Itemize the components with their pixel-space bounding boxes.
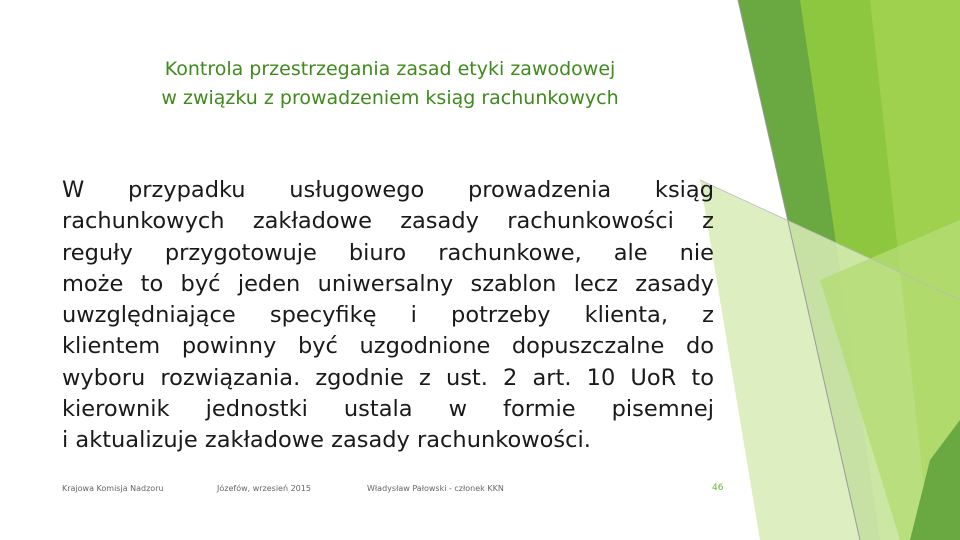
body-line: wyboru rozwiązania. zgodnie z ust. 2 art. 10 UoR to <box>62 364 714 391</box>
footer-right: Władysław Pałowski - członek KKN <box>367 484 504 493</box>
body-line: klientem powinny być uzgodnione dopuszczalne do <box>62 333 714 360</box>
slide-title <box>100 55 680 113</box>
body-line: W przypadku usługowego prowadzenia ksiąg <box>62 177 714 203</box>
body-line: może to być jeden uniwersalny szablon lecz zasady <box>62 270 714 297</box>
footer-center: Józefów, wrzesień 2015 <box>217 484 311 493</box>
body-line: kierownik jednostki ustala w formie pisemnej <box>62 396 714 423</box>
body-text <box>62 175 714 457</box>
body-line: reguły przygotowuje biuro rachunkowe, ale nie <box>62 239 714 266</box>
body-line: uwzględniające specyfikę i potrzeby klienta, z <box>62 302 714 329</box>
body-line: rachunkowych zakładowe zasady rachunkowości z <box>62 208 714 235</box>
title-line-1: Kontrola przestrzegania zasad etyki zawodowej <box>164 58 616 80</box>
body-line: i aktualizuje zakładowe zasady rachunkowości. <box>62 427 591 454</box>
title-line-2: w związku z prowadzeniem ksiąg rachunkowych <box>161 87 619 109</box>
footer-left: Krajowa Komisja Nadzoru <box>62 484 164 493</box>
page-number: 46 <box>712 483 724 493</box>
